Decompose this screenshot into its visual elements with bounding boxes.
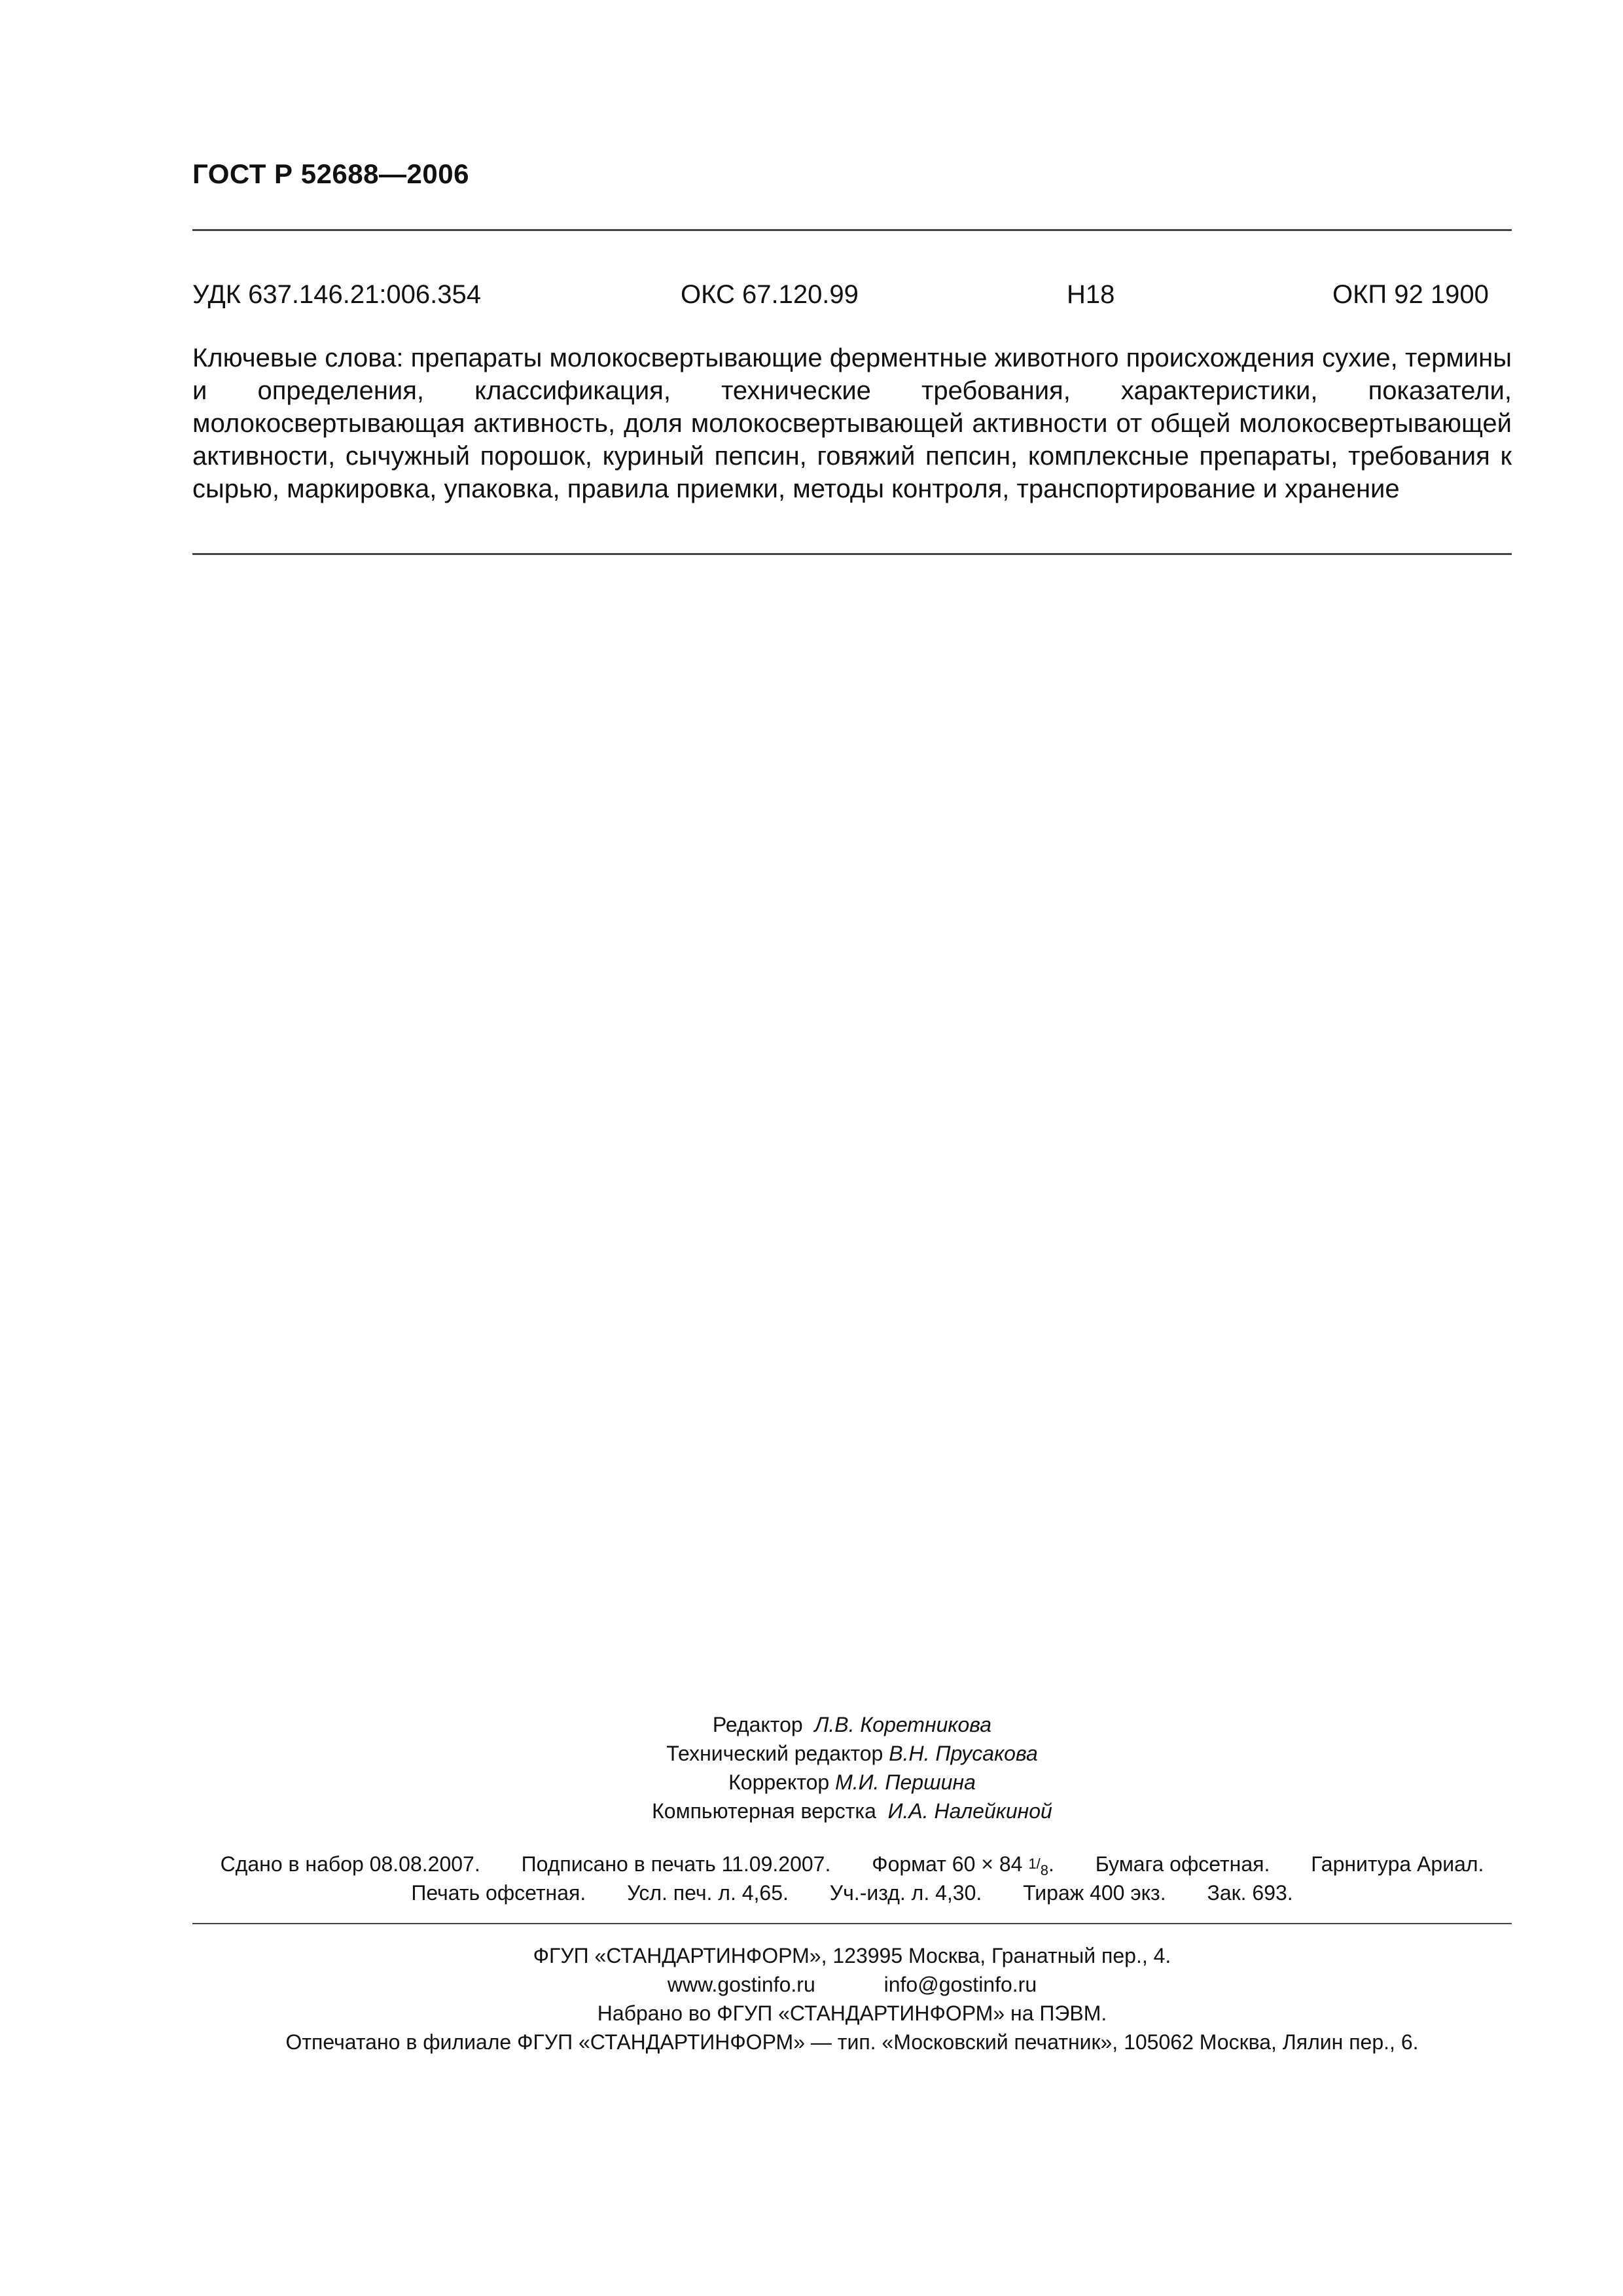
- credit-editor: [192, 1710, 1512, 1739]
- credit-name: Л.В. Коретникова: [814, 1713, 992, 1736]
- print-type: Печать офсетная.: [411, 1881, 586, 1905]
- credit-tech-editor: [192, 1739, 1512, 1768]
- printed-sheets: Усл. печ. л. 4,65.: [627, 1881, 789, 1905]
- publisher-contacts: [192, 1970, 1512, 1999]
- printed-note: Отпечатано в филиале ФГУП «СТАНДАРТИНФОРМ» — тип. «Московский печатник», 105062 Москва, Лялин пер., 6.: [285, 2030, 1419, 2054]
- keywords: Ключевые слова: препараты молокосвертывающие ферментные животного происхождения сухие, термины и определения, классификация, технические требования, характеристики, показатели, молокосвертывающая активность, доля молокосвертывающей активности от общей молокосвертывающей активности, сычужный порошок, куриный пепсин, говяжий пепсин, комплексные препараты, требования к сырью, маркировка, упаковка, правила приемки, методы контроля, транспортирование и хранение: [192, 344, 1512, 503]
- format-fraction: $1/_8$: [1028, 1856, 1048, 1878]
- standard-number: ГОСТ Р 52688—2006: [192, 158, 469, 189]
- credit-proofreader: [192, 1768, 1512, 1797]
- typeset-note: Набрано во ФГУП «СТАНДАРТИНФОРМ» на ПЭВМ.: [597, 2001, 1107, 2025]
- format-label: Формат 60 × 84: [872, 1852, 1023, 1876]
- credit-layout: [192, 1797, 1512, 1825]
- credit-name: В.Н. Прусакова: [889, 1742, 1038, 1765]
- order-number: Зак. 693.: [1207, 1881, 1293, 1905]
- credit-role: Корректор: [728, 1770, 830, 1794]
- okp-code: ОКП 92 1900: [1332, 280, 1489, 309]
- publisher-address: ФГУП «СТАНДАРТИНФОРМ», 123995 Москва, Гранатный пер., 4.: [533, 1944, 1171, 1967]
- paper-format: Формат 60 × 84 $1/_8$.: [872, 1852, 1054, 1878]
- oks-code: ОКС 67.120.99: [681, 280, 859, 309]
- publisher-email[interactable]: info@gostinfo.ru: [883, 1973, 1037, 1996]
- group-code: Н18: [1067, 280, 1115, 309]
- credit-role: Компьютерная верстка: [652, 1799, 876, 1823]
- print-run: Тираж 400 экз.: [1023, 1881, 1166, 1905]
- credit-role: Редактор: [712, 1713, 803, 1736]
- credit-name: И.А. Налейкиной: [887, 1799, 1052, 1823]
- keywords-divider: [192, 553, 1512, 555]
- publisher-website[interactable]: www.gostinfo.ru: [667, 1973, 815, 1996]
- edu-sheets: Уч.-изд. л. 4,30.: [829, 1881, 982, 1905]
- credit-role: Технический редактор: [666, 1742, 883, 1765]
- signed-date: Подписано в печать 11.09.2007.: [521, 1852, 831, 1876]
- paper-type: Бумага офсетная.: [1095, 1852, 1270, 1876]
- typeface: Гарнитура Ариал.: [1311, 1852, 1484, 1876]
- imprint-divider: [192, 1923, 1512, 1924]
- print-info-row-2: [192, 1881, 1512, 1905]
- udk-code: УДК 637.146.21:006.354: [192, 280, 482, 309]
- top-divider: [192, 229, 1512, 231]
- submitted-date: Сдано в набор 08.08.2007.: [220, 1852, 480, 1876]
- print-info-row-1: [192, 1852, 1512, 1879]
- credit-name: М.И. Першина: [835, 1770, 976, 1794]
